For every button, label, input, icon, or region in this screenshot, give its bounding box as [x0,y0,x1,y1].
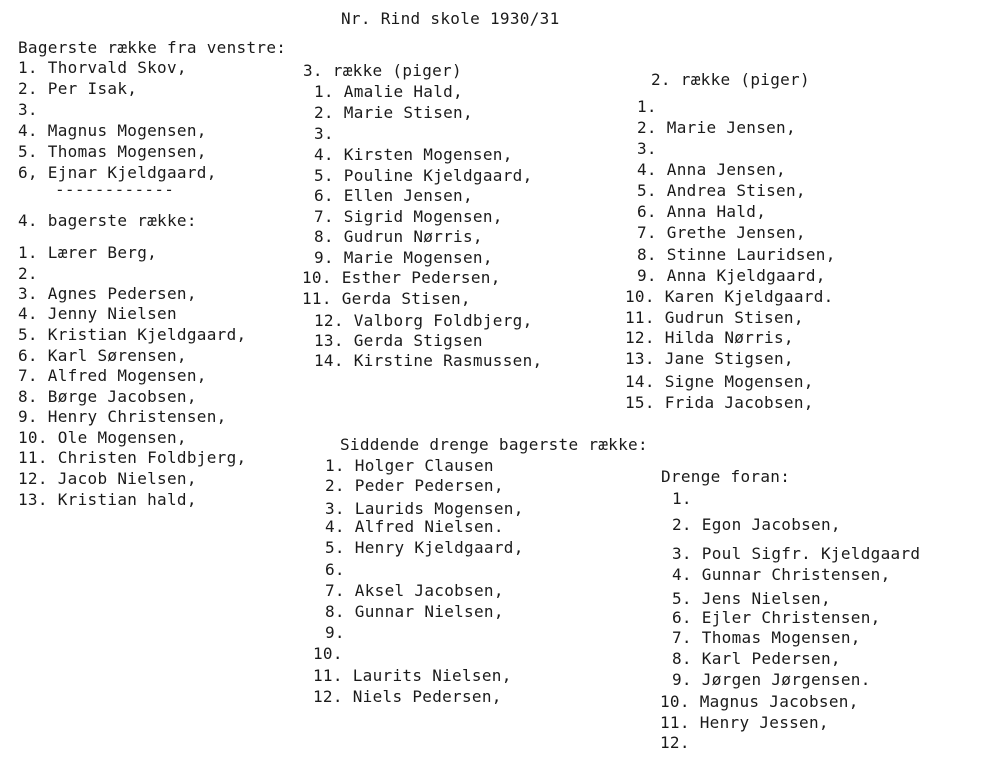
list-item: 14. Signe Mogensen, [625,372,814,391]
list-item: 12. [660,733,690,752]
list-item: 9. Marie Mogensen, [314,248,493,267]
list-item: 7. Sigrid Mogensen, [314,207,503,226]
section-heading: Drenge foran: [661,467,791,486]
list-item: 2. [18,264,38,283]
list-item: 6. Karl Sørensen, [18,346,187,365]
section-heading: Siddende drenge bagerste række: [340,435,648,454]
list-item: 2. Peder Pedersen, [325,476,504,495]
list-item: 1. [672,489,692,508]
list-item: 3. Poul Sigfr. Kjeldgaard [672,544,921,563]
list-item: 4. Anna Jensen, [637,160,786,179]
list-item: 5. Thomas Mogensen, [18,142,207,161]
list-item: 4. Alfred Nielsen. [325,517,504,536]
list-item: 12. Valborg Foldbjerg, [314,311,533,330]
list-item: 7. Grethe Jensen, [637,223,806,242]
list-item: 6. Anna Hald, [637,202,767,221]
list-item: 6. Ellen Jensen, [314,186,473,205]
list-item: 8. Gunnar Nielsen, [325,602,504,621]
list-item: 13. Jane Stigsen, [625,349,794,368]
list-item: 10. [313,644,343,663]
list-item: 6, Ejnar Kjeldgaard, [18,163,217,182]
list-item: 5. Jens Nielsen, [672,589,831,608]
list-item: 7. Thomas Mogensen, [672,628,861,647]
list-item: 1. Lærer Berg, [18,243,158,262]
list-item: 6. Ejler Christensen, [672,608,881,627]
list-item: 12. Niels Pedersen, [313,687,502,706]
document-title: Nr. Rind skole 1930/31 [341,9,560,28]
list-item: 11. Henry Jessen, [660,713,829,732]
list-item: 4. Magnus Mogensen, [18,121,207,140]
list-item: 5. Andrea Stisen, [637,181,806,200]
list-item: 3. Laurids Mogensen, [325,499,524,518]
section-heading: 4. bagerste række: [18,211,197,230]
list-item: 3. [18,100,38,119]
list-item: 9. Jørgen Jørgensen. [672,670,871,689]
list-item: 1. [637,97,657,116]
list-item: 2. Marie Jensen, [637,118,796,137]
list-item: 6. [325,560,345,579]
list-item: 5. Henry Kjeldgaard, [325,538,524,557]
list-item: 8. Karl Pedersen, [672,649,841,668]
list-item: 12. Jacob Nielsen, [18,469,197,488]
list-item: 11. Gerda Stisen, [302,289,471,308]
list-item: 13. Kristian hald, [18,490,197,509]
list-item: 2. Egon Jacobsen, [672,515,841,534]
list-item: 3. Agnes Pedersen, [18,284,197,303]
list-item: 5. Pouline Kjeldgaard, [314,166,533,185]
list-item: 11. Laurits Nielsen, [313,666,512,685]
list-item: 14. Kirstine Rasmussen, [314,351,543,370]
list-item: 10. Karen Kjeldgaard. [625,287,834,306]
list-item: 4. Jenny Nielsen [18,304,177,323]
list-item: 2. Marie Stisen, [314,103,473,122]
list-item: 1. Amalie Hald, [314,82,463,101]
list-item: 13. Gerda Stigsen [314,331,483,350]
list-item: 1. Thorvald Skov, [18,58,187,77]
list-item: 5. Kristian Kjeldgaard, [18,325,247,344]
list-item: 9. [325,623,345,642]
list-item: 7. Alfred Mogensen, [18,366,207,385]
list-item: 12. Hilda Nørris, [625,328,794,347]
list-item: 15. Frida Jacobsen, [625,393,814,412]
section-heading: 2. række (piger) [651,70,810,89]
list-item: 10. Esther Pedersen, [302,268,501,287]
list-item: 4. Gunnar Christensen, [672,565,891,584]
list-item: 8. Børge Jacobsen, [18,387,197,406]
list-item: 7. Aksel Jacobsen, [325,581,504,600]
list-item: 8. Stinne Lauridsen, [637,245,836,264]
list-item: 10. Magnus Jacobsen, [660,692,859,711]
list-item: 11. Christen Foldbjerg, [18,448,247,467]
list-item: 11. Gudrun Stisen, [625,308,804,327]
list-item: 2. Per Isak, [18,79,138,98]
divider: ------------ [55,180,175,199]
list-item: 3. [314,124,334,143]
list-item: 10. Ole Mogensen, [18,428,187,447]
section-heading: Bagerste række fra venstre: [18,38,287,57]
list-item: 1. Holger Clausen [325,456,494,475]
list-item: 9. Anna Kjeldgaard, [637,266,826,285]
list-item: 4. Kirsten Mogensen, [314,145,513,164]
section-heading: 3. række (piger) [303,61,462,80]
list-item: 3. [637,139,657,158]
list-item: 8. Gudrun Nørris, [314,227,483,246]
list-item: 9. Henry Christensen, [18,407,227,426]
